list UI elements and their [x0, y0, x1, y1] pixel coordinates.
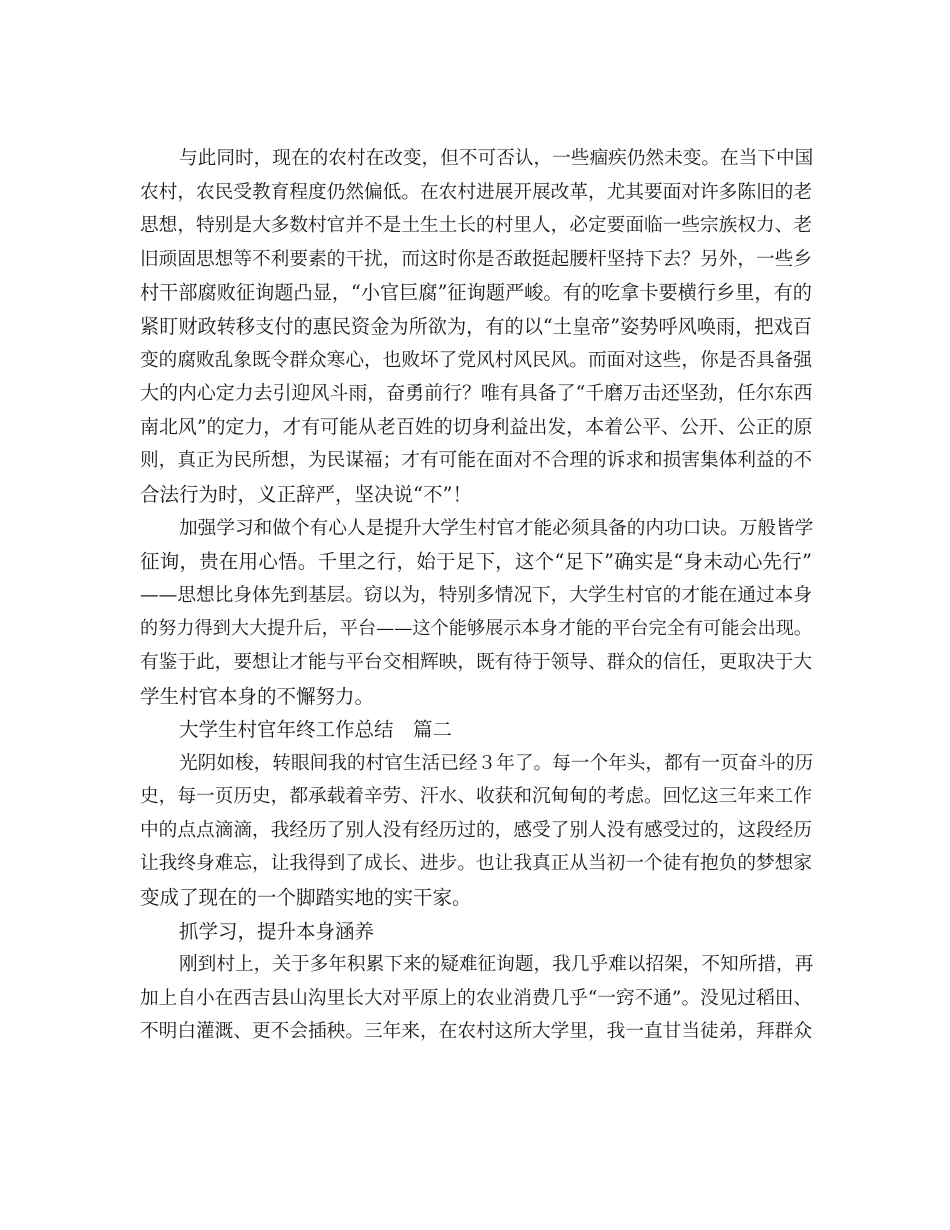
- text-line: 中的点点滴滴，我经历了别人没有经历过的，感受了别人没有感受过的，这段经历: [140, 819, 812, 841]
- text-line: 南北风”的定力，才有可能从老百姓的切身利益出发，本着公平、公开、公正的原: [140, 415, 813, 438]
- text-line: 紧盯财政转移支付的惠民资金为所欲为，有的以“土皇帝”姿势呼风唤雨，把戏百: [140, 314, 812, 338]
- text-line: 学生村官本身的不懈努力。: [140, 684, 375, 708]
- paragraph-first-line: 抓学习，提升本身涵养: [179, 919, 375, 943]
- text-line: 征询，贵在用心悟。千里之行，始于足下，这个“足下”确实是“身未动心先行”: [140, 550, 812, 574]
- text-line: 则，真正为民所想，为民谋福；才有可能在面对不合理的诉求和损害集体利益的不: [140, 450, 812, 472]
- paragraph-first-line: 大学生村官年终工作总结 篇二: [179, 718, 453, 742]
- text-line: 思想，特别是大多数村官并不是土生土长的村里人，必定要面临一些宗族权力、老: [140, 215, 812, 237]
- text-line: 不明白灌溉、更不会插秧。三年来，在农村这所大学里，我一直甘当徒弟，拜群众: [140, 1021, 812, 1043]
- text-line: 大的内心定力去引迎风斗雨，奋勇前行？唯有具备了“千磨万击还坚劲，任尔东西: [140, 382, 813, 405]
- paragraph-first-line: 与此同时，现在的农村在改变，但不可否认，一些痼疾仍然未变。在当下中国: [179, 148, 814, 169]
- text-line: 农村，农民受教育程度仍然偏低。在农村进展开展改革，尤其要面对许多陈旧的老: [140, 181, 812, 203]
- text-line: 旧顽固思想等不利要素的干扰，而这时你是否敢挺起腰杆坚持下去？另外，一些乡: [140, 248, 812, 270]
- paragraph-first-line: 加强学习和做个有心人是提升大学生村官才能必须具备的内功口诀。万般皆学: [179, 517, 814, 539]
- text-line: 村干部腐败征询题凸显，“小官巨腐”征询题严峻。有的吃拿卡要横行乡里，有的: [140, 281, 812, 305]
- text-line: 加上自小在西吉县山沟里长大对平原上的农业消费几乎“一窍不通”。没见过稻田、: [140, 987, 813, 1009]
- text-line: ——思想比身体先到基层。窃以为，特别多情况下，大学生村官的才能在通过本身: [140, 584, 812, 606]
- text-line: 史，每一页历史，都承载着辛劳、汗水、收获和沉甸甸的考虑。回忆这三年来工作: [140, 786, 812, 808]
- text-line: 让我终身难忘，让我得到了成长、进步。也让我真正从当初一个徒有抱负的梦想家: [140, 853, 812, 875]
- text-line: 变的腐败乱象既令群众寒心，也败坏了党风村风民风。而面对这些，你是否具备强: [140, 349, 812, 371]
- paragraph-first-line: 刚到村上，关于多年积累下来的疑难征询题，我几乎难以招架，不知所措，再: [179, 954, 814, 976]
- paragraph-first-line: 光阴如梭，转眼间我的村官生活已经３年了。每一个年头，都有一页奋斗的历: [179, 752, 814, 774]
- text-line: 合法行为时，义正辞严，坚决说“不”！: [140, 482, 472, 506]
- text-line: 有鉴于此，要想让才能与平台交相辉映，既有待于领导、群众的信任，更取决于大: [140, 651, 812, 673]
- document-body: [140, 142, 812, 1049]
- text-line: 的努力得到大大提升后，平台——这个能够展示本身才能的平台完全有可能会出现。: [140, 618, 812, 640]
- text-line: 变成了现在的一个脚踏实地的实干家。: [140, 886, 472, 910]
